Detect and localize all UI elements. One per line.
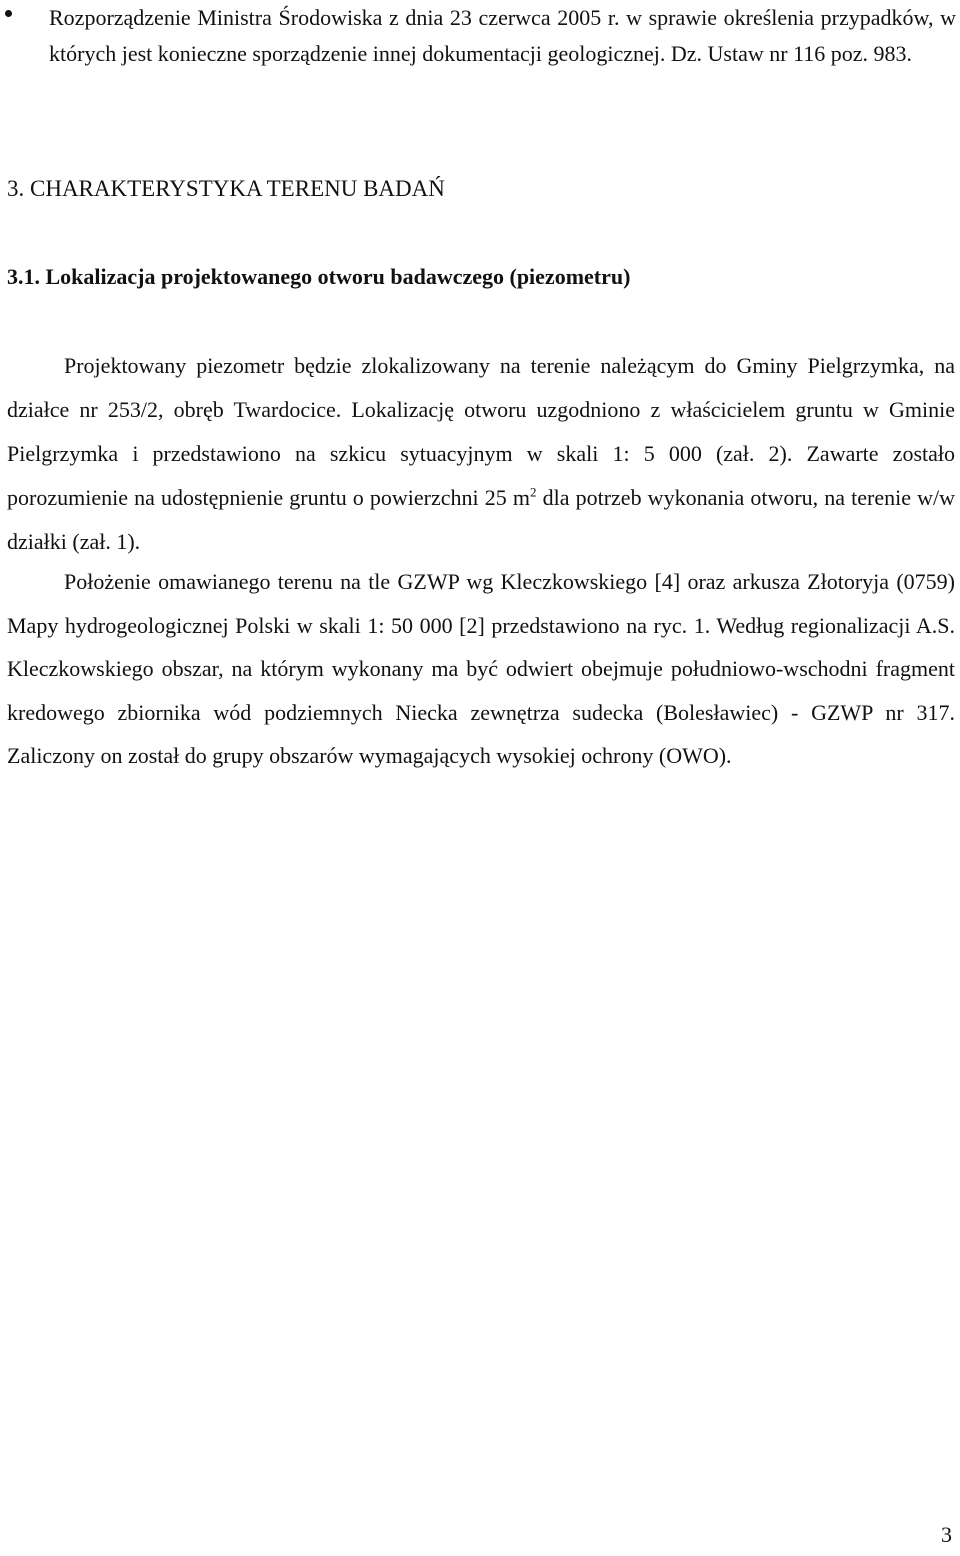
paragraph-location-text: Projektowany piezometr będzie zlokalizowany na terenie należącym do Gminy Pielgrzymka, na działce nr 253/2, obręb Twardocice. Lokalizację otworu uzgodniono z właścicielem gruntu w Gminie Pielgrzymka i przedstawiono na szkicu sytuacyjnym w skali 1: 5 000 (zał. 2). Zawarte zostało porozumienie na udostępnienie gruntu o powierzchni 25 m (7, 353, 955, 510)
page-number: 3 (941, 1522, 952, 1547)
paragraph-gzwp: Położenie omawianego terenu na tle GZWP wg Kleczkowskiego [4] oraz arkusza Złotoryja (0759) Mapy hydrogeologicznej Polski w skali 1: 50 000 [2] przedstawiono na ryc. 1. Według regionalizacji A.S. Kleczkowskiego obszar, na którym wykonany ma być odwiert obejmuje południowo-wschodni fragment kredowego zbiornika wód podziemnych Niecka zewnętrza sudecka (Bolesławiec) - GZWP nr 317. Zaliczony on został do grupy obszarów wymagających wysokiej ochrony (OWO). (7, 569, 955, 769)
paragraph-location-text-end: dla potrzeb wykonania otworu, na terenie w/w działki (zał. 1). (7, 485, 955, 554)
reference-text: Rozporządzenie Ministra Środowiska z dnia 23 czerwca 2005 r. w sprawie określenia przypadków, w których jest konieczne sporządzenie innej dokumentacji geologicznej. Dz. Ustaw nr 116 poz. 983. (49, 5, 956, 66)
section-heading: 3. CHARAKTERYSTYKA TERENU BADAŃ (7, 176, 445, 201)
superscript-exponent: 2 (530, 484, 537, 500)
bullet-icon (5, 10, 12, 17)
subsection-heading: 3.1. Lokalizacja projektowanego otworu badawczego (piezometru) (7, 264, 631, 289)
paragraph-location (7, 344, 955, 564)
